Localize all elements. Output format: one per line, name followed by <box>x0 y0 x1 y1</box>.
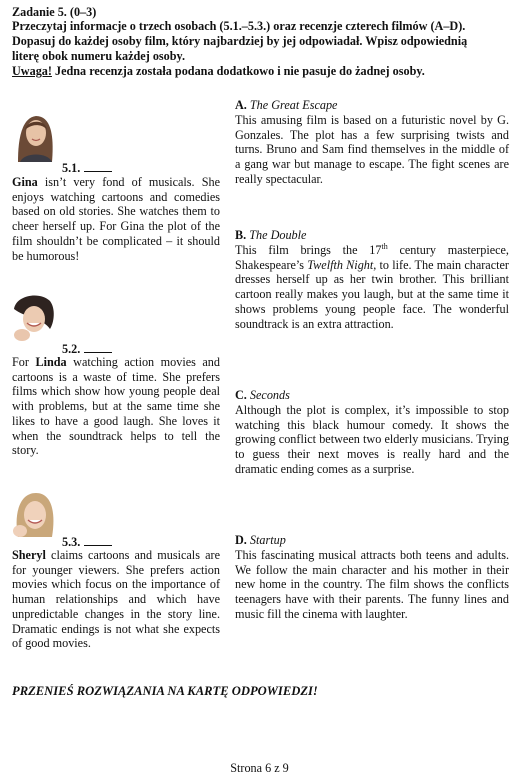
review-c-title: C. Seconds <box>235 388 290 402</box>
note-text: Jedna recenzja została podana dodatkowo i nie pasuje do żadnej osoby. <box>51 64 425 78</box>
person-5-1-name: Gina <box>12 175 38 189</box>
person-5-2-text: For Linda watching action movies and cartoons is a waste of time. She prefers films which show how young people deal with problems, but at the same time she likes to have a good laugh. She loves it when the soundtrack helps to tell the story. <box>12 355 220 458</box>
person-5-3-number: 5.3. <box>62 535 112 550</box>
review-a-text: This amusing film is based on a futuristic novel by G. Gonzales. The plot has a few surprising twists and turns. Bruno and Sam find themselves in the middle of a gang war but manage to escape. The fight scenes are really spectacular. <box>235 113 509 186</box>
review-d-title: D. Startup <box>235 533 286 547</box>
person-5-1-number: 5.1. <box>62 161 112 176</box>
review-d-text: This fascinating musical attracts both teens and adults. We follow the main character and his mother in their new home in the country. The film shows the conflicts teenagers have with their parents. The funny lines and music fill the cinema with laughter. <box>235 548 509 621</box>
note <box>12 64 425 79</box>
linda-photo <box>10 289 58 343</box>
review-b-text: This film brings the 17th century masterpiece, Shakespeare’s Twelfth Night, to life. The main character dresses herself up as her twin brother. This brilliant cartoon really makes you laugh, but at the same time it shows problems young people face. The wonderful soundtrack is an extra attraction. <box>235 241 509 331</box>
review-b-title: B. The Double <box>235 228 307 242</box>
person-5-2-number: 5.2. <box>62 342 112 357</box>
person-5-3-text: Sheryl claims cartoons and musicals are for younger viewers. She prefers action movies which focus on the importance of human relationships and which have unpredictable changes in the story line. Dramatic endings is not what she expects of good movies. <box>12 548 220 651</box>
gina-photo <box>10 108 58 162</box>
person-5-3-name: Sheryl <box>12 548 46 562</box>
task-title: Zadanie 5. (0–3) <box>12 5 97 19</box>
person-5-2-name: Linda <box>35 355 67 369</box>
answer-blank-5-2[interactable] <box>84 342 112 353</box>
instruction-line-3: literę obok numeru każdej osoby. <box>12 49 185 63</box>
note-label: Uwaga! <box>12 64 52 78</box>
transfer-instruction: PRZENIEŚ ROZWIĄZANIA NA KARTĘ ODPOWIEDZI! <box>12 684 318 698</box>
page-number: Strona 6 z 9 <box>230 761 289 775</box>
review-b-work-title: Twelfth Night <box>307 257 374 272</box>
person-5-1-text: Gina isn’t very fond of musicals. She enjoys watching cartoons and comedies based on old stories. She watches them to cheer herself up. For Gina the plot of the film shouldn’t be complicated – it should be humorous! <box>12 175 220 263</box>
sheryl-photo <box>10 487 58 541</box>
review-a-title: A. The Great Escape <box>235 98 338 112</box>
answer-blank-5-1[interactable] <box>84 161 112 172</box>
review-c-text: Although the plot is complex, it’s impossible to stop watching this black humour comedy. It shows the growing conflict between two elderly musicians. Trying to guess their next moves is really hard and the dramatic ending comes as a surprise. <box>235 403 509 476</box>
answer-blank-5-3[interactable] <box>84 535 112 546</box>
instruction-line-2: Dopasuj do każdej osoby film, który najbardziej by jej odpowiadał. Wpisz odpowiednią <box>12 34 468 48</box>
instruction-line-1: Przeczytaj informacje o trzech osobach (5.1.–5.3.) oraz recenzje czterech filmów (A–D). <box>12 19 466 33</box>
